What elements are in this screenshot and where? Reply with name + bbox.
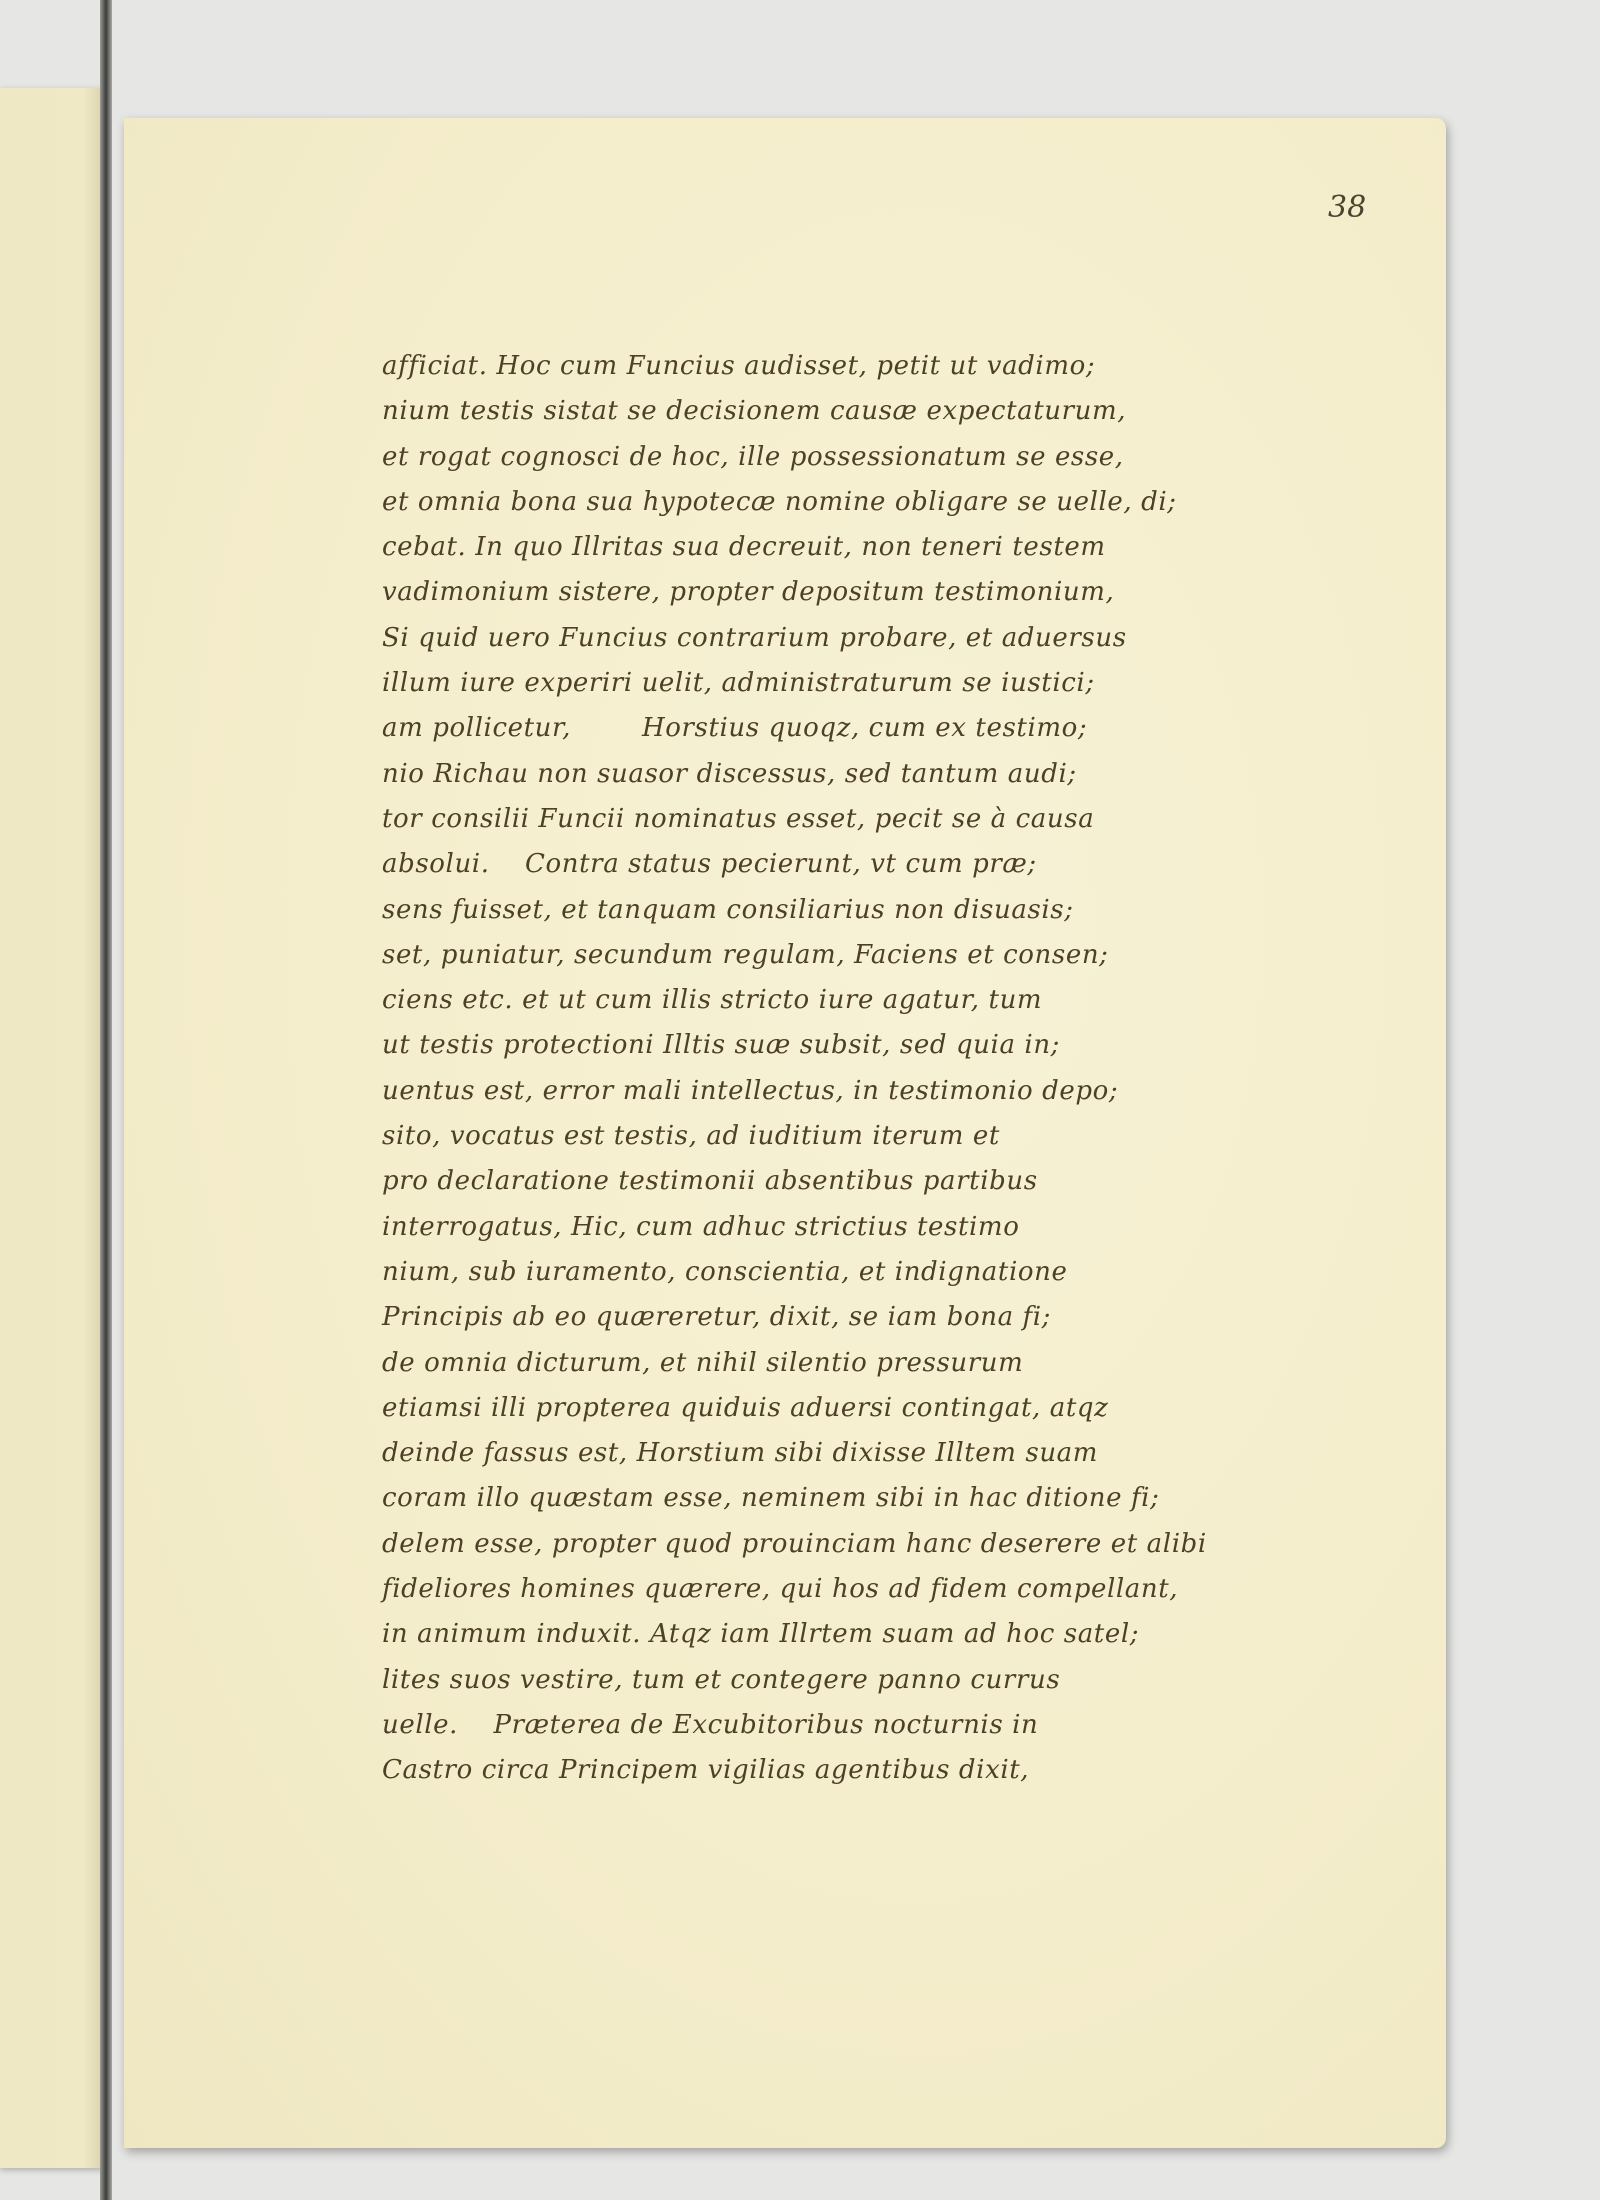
text-line: fideliores homines quærere, qui hos ad fidem compellant, — [382, 1574, 1179, 1605]
text-line: Principis ab eo quæreretur, dixit, se iam bona fi; — [382, 1302, 1052, 1333]
text-line: nium testis sistat se decisionem causæ expectaturum, — [382, 396, 1127, 427]
left-page-edge — [0, 88, 104, 2168]
text-line: illum iure experiri uelit, administraturum se iustici; — [382, 668, 1095, 699]
text-line: ut testis protectioni Illtis suæ subsit, sed quia in; — [382, 1030, 1061, 1061]
text-line: absolui. Contra status pecierunt, vt cum præ; — [382, 849, 1037, 880]
text-line: delem esse, propter quod prouinciam hanc deserere et alibi — [382, 1528, 1207, 1559]
text-line: cebat. In quo Illritas sua decreuit, non teneri testem — [382, 532, 1106, 563]
text-line: et omnia bona sua hypotecæ nomine obligare se uelle, di; — [382, 486, 1177, 517]
book-gutter — [100, 0, 112, 2200]
text-line: set, puniatur, secundum regulam, Faciens et consen; — [382, 939, 1109, 970]
text-line: am pollicetur, Horstius quoqz, cum ex testimo; — [382, 713, 1088, 744]
text-line: afficiat. Hoc cum Funcius audisset, petit ut vadimo; — [382, 351, 1096, 381]
text-line: coram illo quæstam esse, neminem sibi in hac ditione fi; — [382, 1483, 1160, 1514]
text-line: nium, sub iuramento, conscientia, et indignatione — [382, 1256, 1068, 1287]
text-line: et rogat cognosci de hoc, ille possessionatum se esse, — [382, 441, 1124, 472]
text-line: Si quid uero Funcius contrarium probare, et aduersus — [382, 622, 1127, 653]
text-line: ciens etc. et ut cum illis stricto iure agatur, tum — [382, 985, 1043, 1016]
text-line: interrogatus, Hic, cum adhuc strictius testimo — [382, 1211, 1020, 1242]
text-line: deinde fassus est, Horstium sibi dixisse Illtem suam — [382, 1438, 1099, 1469]
page-number: 38 — [1328, 190, 1367, 225]
text-line: uelle. Præterea de Excubitoribus nocturnis in — [382, 1709, 1039, 1740]
text-line: de omnia dicturum, et nihil silentio pressurum — [382, 1347, 1024, 1378]
text-line: pro declaratione testimonii absentibus partibus — [382, 1166, 1038, 1197]
text-line: sito, vocatus est testis, ad iuditium iterum et — [382, 1121, 1000, 1152]
text-line: sens fuisset, et tanquam consiliarius non disuasis; — [382, 894, 1074, 925]
text-line: nio Richau non suasor discessus, sed tantum audi; — [382, 758, 1077, 789]
text-line: vadimonium sistere, propter depositum testimonium, — [382, 577, 1115, 608]
text-line: in animum induxit. Atqz iam Illrtem suam ad hoc satel; — [382, 1619, 1140, 1650]
text-line: lites suos vestire, tum et contegere panno currus — [382, 1664, 1061, 1695]
text-line: uentus est, error mali intellectus, in testimonio depo; — [382, 1075, 1119, 1106]
text-line: etiamsi illi propterea quiduis aduersi contingat, atqz — [382, 1392, 1109, 1423]
text-line: Castro circa Principem vigilias agentibus dixit, — [382, 1755, 1030, 1786]
text-line: tor consilii Funcii nominatus esset, pecit se à causa — [382, 803, 1095, 834]
manuscript-text — [382, 344, 1222, 1794]
